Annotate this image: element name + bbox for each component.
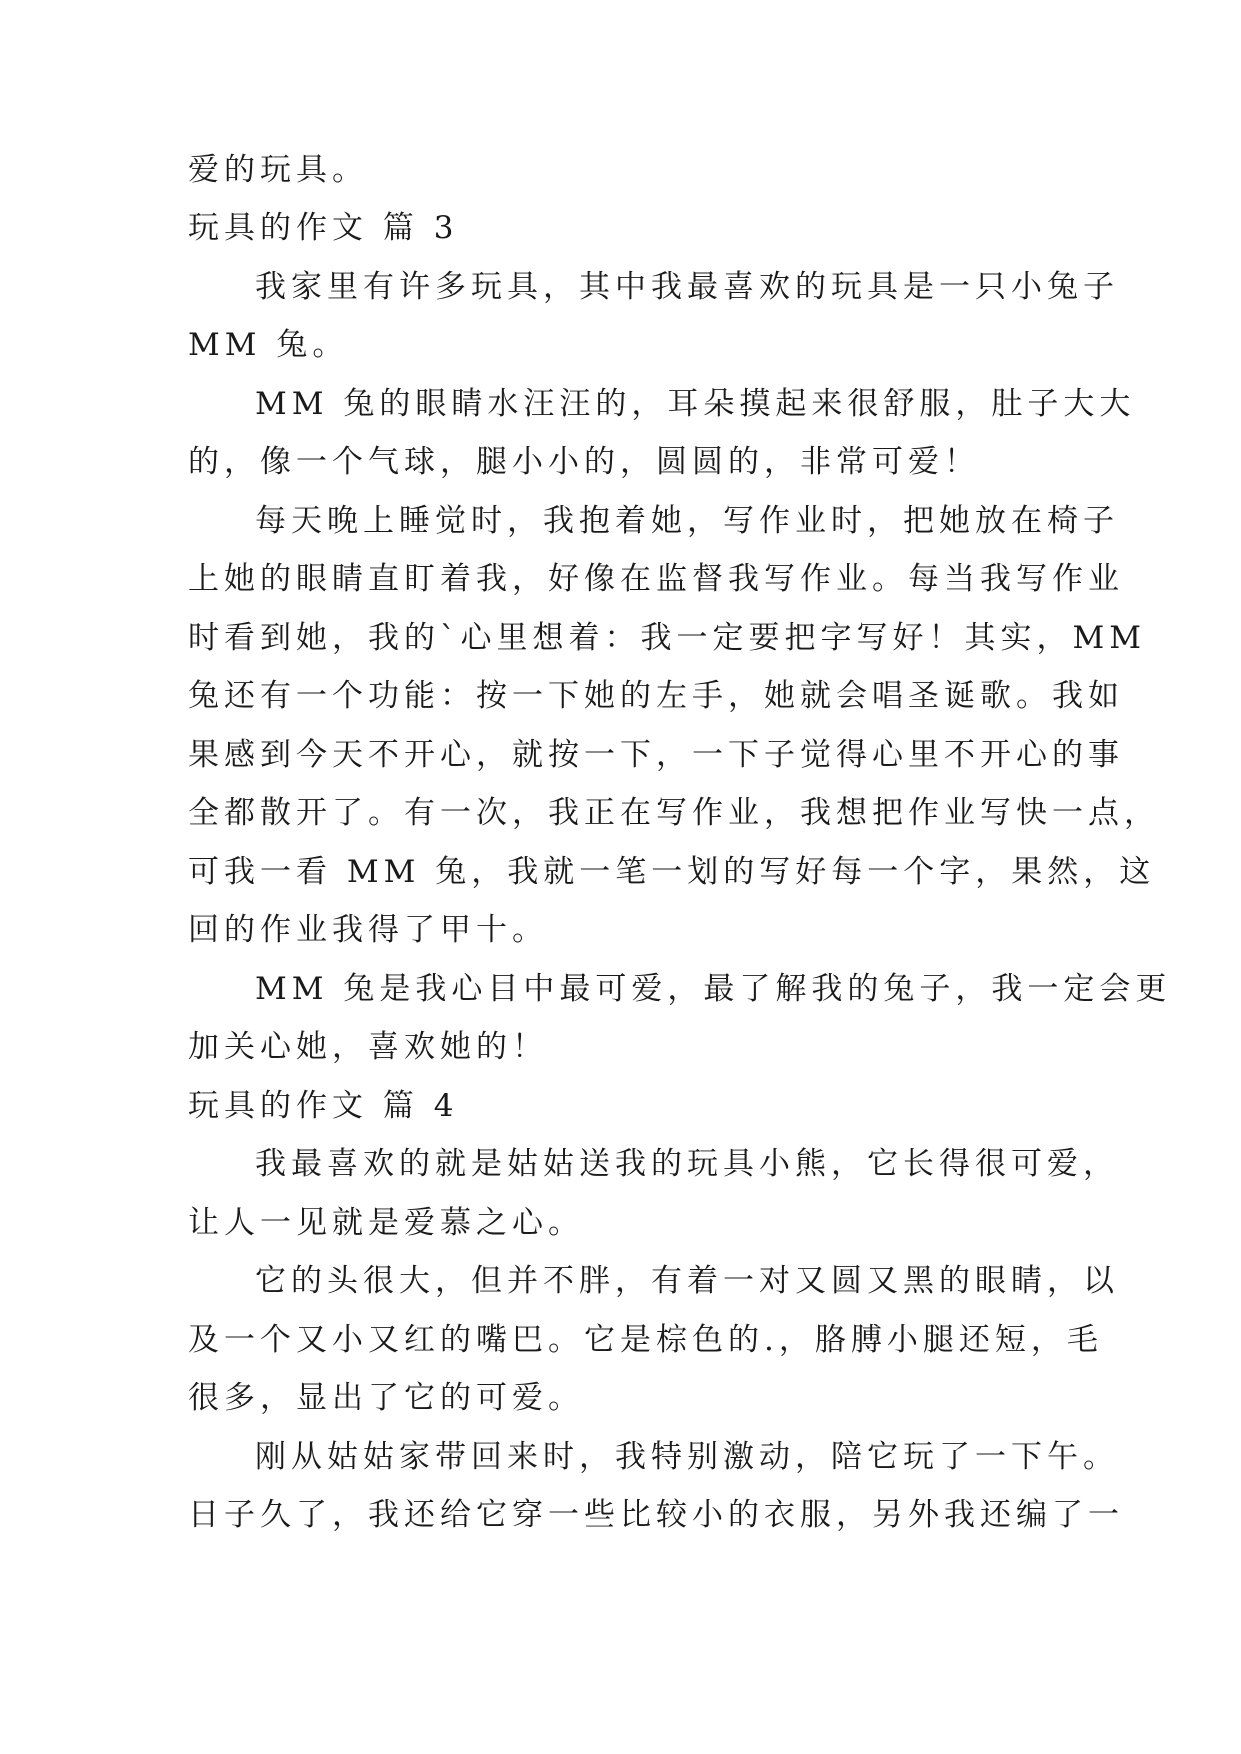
text-line: 全都散开了。有一次，我正在写作业，我想把作业写快一点， <box>188 795 1160 831</box>
text-line: 上她的眼睛直盯着我，好像在监督我写作业。每当我写作业 <box>188 561 1124 597</box>
paragraph-start-line: 每天晚上睡觉时，我抱着她，写作业时，把她放在椅子 <box>255 503 1119 539</box>
text-line: 很多，显出了它的可爱。 <box>188 1380 584 1416</box>
text-line: 回的作业我得了甲十。 <box>188 912 548 948</box>
section-heading: 玩具的作文 篇 3 <box>188 210 459 246</box>
paragraph-start-line: 刚从姑姑家带回来时，我特别激动，陪它玩了一下午。 <box>255 1439 1119 1475</box>
paragraph-start-line: 我最喜欢的就是姑姑送我的玩具小熊，它长得很可爱， <box>255 1146 1119 1182</box>
text-line: 时看到她，我的`心里想着：我一定要把字写好！其实，MM <box>188 620 1146 656</box>
text-line: 兔还有一个功能：按一下她的左手，她就会唱圣诞歌。我如 <box>188 678 1124 714</box>
text-line: 可我一看 MM 兔，我就一笔一划的写好每一个字，果然，这 <box>188 854 1156 890</box>
section-heading: 玩具的作文 篇 4 <box>188 1088 459 1124</box>
text-line: 加关心她，喜欢她的！ <box>188 1029 548 1065</box>
paragraph-start-line: 它的头很大，但并不胖，有着一对又圆又黑的眼睛，以 <box>255 1263 1119 1299</box>
text-line: MM 兔。 <box>188 327 349 363</box>
paragraph-start-line: MM 兔是我心目中最可爱，最了解我的兔子，我一定会更 <box>255 971 1172 1007</box>
text-line: 及一个又小又红的嘴巴。它是棕色的.，胳膊小腿还短，毛 <box>188 1322 1103 1358</box>
text-line: 的，像一个气球，腿小小的，圆圆的，非常可爱！ <box>188 444 980 480</box>
text-line: 日子久了，我还给它穿一些比较小的衣服，另外我还编了一 <box>188 1497 1124 1533</box>
paragraph-start-line: MM 兔的眼睛水汪汪的，耳朵摸起来很舒服，肚子大大 <box>255 386 1136 422</box>
text-line: 果感到今天不开心，就按一下，一下子觉得心里不开心的事 <box>188 737 1124 773</box>
paragraph-start-line: 我家里有许多玩具，其中我最喜欢的玩具是一只小兔子 <box>255 269 1119 305</box>
text-line: 爱的玩具。 <box>188 152 368 188</box>
text-line: 让人一见就是爱慕之心。 <box>188 1205 584 1241</box>
